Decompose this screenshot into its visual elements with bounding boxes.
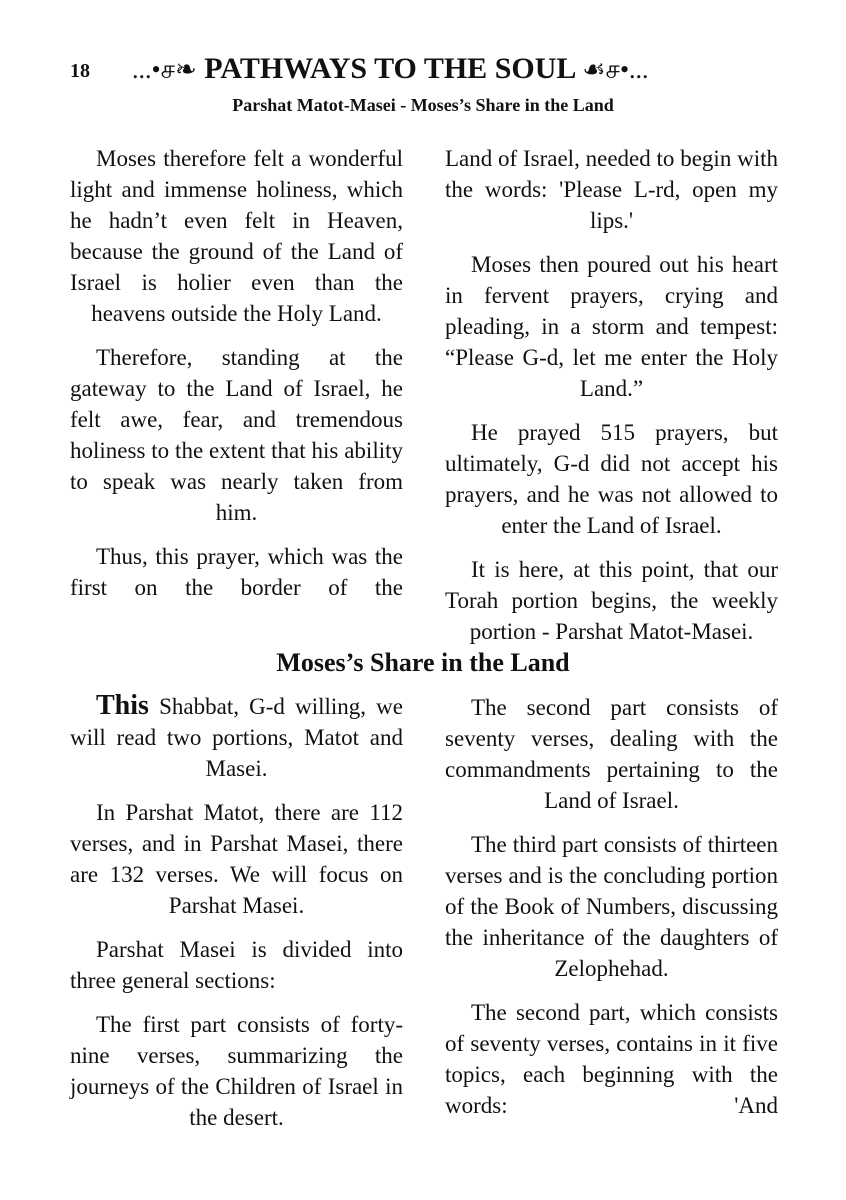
page-number: 18 bbox=[70, 60, 90, 82]
paragraph: It is here, at this point, that our Torah portion begins, the weekly portion - Parshat Matot-Masei. bbox=[445, 557, 778, 644]
paragraph: In Parshat Matot, there are 112 verses, and in Parshat Masei, there are 132 verses. We will focus on Parshat Masei. bbox=[70, 800, 403, 918]
section-heading: Moses’s Share in the Land bbox=[276, 648, 570, 677]
paragraph: Thus, this prayer, which was the first on the border of the bbox=[70, 544, 403, 600]
paragraph: Land of Israel, needed to begin with the words: 'Please L-rd, open my lips.' bbox=[445, 146, 778, 233]
paragraph-text: Shabbat, G-d willing, we will read two portions, Matot and Masei. bbox=[70, 694, 403, 781]
paragraph: Therefore, standing at the gateway to the Land of Israel, he felt awe, fear, and tremendous holiness to the extent that his ability to speak was nearly taken from him. bbox=[70, 345, 403, 525]
paragraph: He prayed 515 prayers, but ultimately, G-d did not accept his prayers, and he was not allowed to enter the Land of Israel. bbox=[445, 420, 778, 538]
paragraph: Moses therefore felt a wonderful light and immense holiness, which he hadn’t even felt in Heaven, because the ground of the Land of Israel is holier even than the heavens outside the Holy Land. bbox=[70, 146, 403, 326]
paragraph: Parshat Masei is divided into three general sections: bbox=[70, 937, 403, 993]
ornament-left-icon: ...•ச❧ bbox=[132, 55, 197, 84]
chapter-subtitle: Parshat Matot-Masei - Moses’s Share in the Land bbox=[232, 95, 614, 115]
top-left-column bbox=[70, 143, 403, 616]
paragraph: The first part consists of forty-nine verses, summarizing the journeys of the Children of Israel in the desert. bbox=[70, 1012, 403, 1130]
paragraph: The second part, which consists of seventy verses, contains in it five topics, each beginning with the words: 'And bbox=[445, 1000, 778, 1118]
bottom-left-column bbox=[70, 690, 403, 1146]
book-title: PATHWAYS TO THE SOUL bbox=[204, 52, 575, 85]
bottom-right-column bbox=[445, 692, 778, 1134]
paragraph: The third part consists of thirteen verses and is the concluding portion of the Book of Numbers, discussing the inheritance of the daughters of Zelophehad. bbox=[445, 832, 778, 981]
paragraph: The second part consists of seventy verses, dealing with the commandments pertaining to the Land of Israel. bbox=[445, 695, 778, 813]
top-right-column bbox=[445, 143, 778, 660]
paragraph bbox=[70, 690, 403, 784]
paragraph: Moses then poured out his heart in fervent prayers, crying and pleading, in a storm and tempest: “Please G-d, let me enter the Holy Land.” bbox=[445, 252, 778, 401]
ornament-right-icon: ☙ச•... bbox=[582, 55, 649, 84]
drop-word: This bbox=[96, 690, 149, 721]
running-header bbox=[132, 52, 649, 88]
